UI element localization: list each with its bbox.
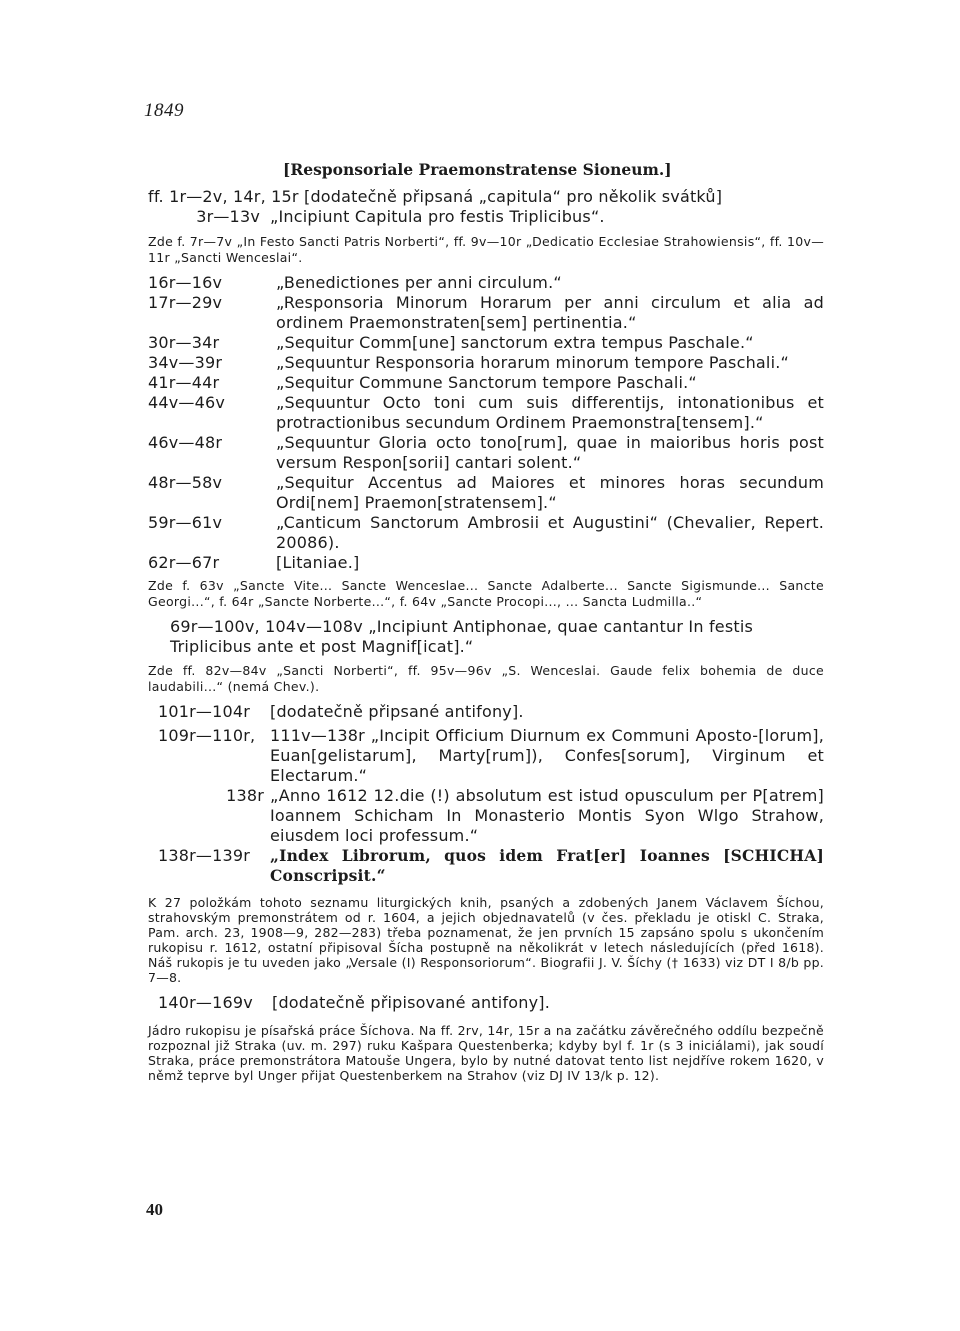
entry-69r [170, 617, 824, 657]
entry-folio: 138r—139r [158, 846, 251, 865]
entry-text: „Sequuntur Responsoria horarum minorum tempore Paschali.“ [276, 353, 789, 372]
entry-folio: 30r—34r [148, 333, 220, 352]
entry-109r [148, 726, 824, 786]
entry-text: „Canticum Sanctorum Ambrosii et Augustini“ (Chevalier, Repert. 20086). [276, 513, 824, 552]
entry-folio: 62r—67r [148, 553, 220, 572]
entry-text: [dodatečně připisované antifony]. [272, 993, 551, 1012]
entry-folio: 44v—46v [148, 393, 226, 412]
entry-folio: 101r—104r [158, 702, 251, 721]
entry-138r [148, 786, 824, 846]
catalog-content [148, 187, 824, 1091]
entry-folio: 109r—110r, [158, 726, 256, 745]
entry-text: „Benedictiones per anni circulum.“ [276, 273, 562, 292]
entry-folio: 41r—44r [148, 373, 220, 392]
entry-34v [148, 353, 824, 373]
entry-text: „Sequitur Commune Sanctorum tempore Paschali.“ [276, 373, 697, 392]
entry-46v [148, 433, 824, 473]
page-header-number: 1849 [144, 100, 184, 121]
entry-16r [148, 273, 824, 293]
entry-41r [148, 373, 824, 393]
entry-text: „Sequitur Accentus ad Maiores et minores horas secundum Ordi[nem] Praemon[stratensem].“ [276, 473, 824, 512]
entry-101r [148, 702, 824, 722]
entry-text: „Anno 1612 12.die (!) absolutum est istud opusculum per P[atrem] Ioannem Schicham In Monasterio Montis Syon Wlgo Strahow, eiusdem loci professum.“ [270, 786, 824, 845]
commentary-paragraph-1: K 27 položkám tohoto seznamu liturgických knih, psaných a zdobených Janem Václavem Šíchou, strahovským premonstrátem od r. 1604, a jejich objednavatelů (v čes. překladu je otiskl C. Straka, Pam. arch. 23, 1908—9, 282—283) třeba poznamenat, že jen prvních 15 zapsáno spolu s ukončením rukopisu r. 1612, ostatní připisoval Šícha postupně na několikrát v letech následujících (před 1618). Náš rukopis je tu uveden jako „Versale (I) Responsoriorum“. Biografii J. V. Šíchy († 1633) viz DT I 8/b pp. 7—8. [148, 895, 824, 985]
entry-138r-index [148, 846, 824, 886]
page-footer-number: 40 [146, 1200, 163, 1219]
entry-text: „Sequuntur Octo toni cum suis differentijs, intonationibus et protractionibus secundum Ordinem Praemonstra[tensem].“ [276, 393, 824, 432]
entry-59r [148, 513, 824, 553]
entry-text: „Responsoria Minorum Horarum per anni circulum et alia ad ordinem Praemonstraten[sem] pertinentia.“ [276, 293, 824, 332]
entry-folio: 34v—39r [148, 353, 223, 372]
entry-3r [148, 207, 824, 227]
entry-text: „Sequitur Comm[une] sanctorum extra tempus Paschale.“ [276, 333, 754, 352]
entry-folio: 3r—13v [196, 207, 260, 226]
entry-text: „Incipiunt Capitula pro festis Triplicibus“. [270, 207, 605, 226]
entry-folio: ff. 1r—2v, 14r, 15r [148, 187, 299, 206]
entry-text: [dodatečně připsaná „capitula“ pro několik svátků] [304, 187, 723, 206]
entry-text: 104v—108v „Incipiunt Antiphonae, quae cantantur In festis Triplicibus ante et post Magnif[icat].“ [170, 617, 754, 656]
section-heading: [Responsoriale Praemonstratense Sioneum.] [283, 160, 672, 179]
note-zde-2: Zde f. 63v „Sancte Vite... Sancte Wenceslae... Sancte Adalberte... Sancte Sigismunde... Sancte Georgi...“, f. 64r „Sancte Norberte...“, f. 64v „Sancte Procopi..., ... Sancta Ludmilla..“ [148, 578, 824, 609]
entry-text: 111v—138r „Incipit Officium Diurnum ex Communi Aposto-[lorum], Euan[gelistarum], Marty[rum]), Confes[sorum], Virginum et Electarum.“ [270, 726, 824, 785]
entry-folio: 46v—48r [148, 433, 223, 452]
entry-folio: 69r—100v, [170, 617, 260, 636]
entry-text: „Index Librorum, quos idem Frat[er] Ioannes [SCHICHA] Conscripsit.“ [270, 846, 824, 885]
entry-44v [148, 393, 824, 433]
entry-folio: 138r [226, 786, 264, 805]
entry-folio: 59r—61v [148, 513, 223, 532]
commentary-paragraph-2: Jádro rukopisu je písařská práce Šíchova. Na ff. 2rv, 14r, 15r a na začátku závěrečného oddílu bezpečně rozpoznal již Straka (uv. m. 297) ruku Kašpara Questenberka; kdyby byl f. 1r (s 3 iniciálami), jak soudí Straka, práce premonstrátora Matouše Ungera, bylo by nutné datovat tento list nejdříve rokem 1620, v němž teprve byl Unger přijat Questenberkem na Strahov (viz DJ IV 13/k p. 12). [148, 1023, 824, 1083]
entry-140r [148, 993, 824, 1013]
entry-folio: 17r—29v [148, 293, 223, 312]
entry-62r [148, 553, 824, 573]
entry-text: [dodatečně připsané antifony]. [270, 702, 524, 721]
entry-17r [148, 293, 824, 333]
entry-text: „Sequuntur Gloria octo tono[rum], quae in maioribus horis post versum Respon[sorii] cantari solent.“ [276, 433, 824, 472]
entry-48r [148, 473, 824, 513]
note-zde-1: Zde f. 7r—7v „In Festo Sancti Patris Norberti“, ff. 9v—10r „Dedicatio Ecclesiae Strahowiensis“, ff. 10v—11r „Sancti Wenceslai“. [148, 234, 824, 265]
entry-text: [Litaniae.] [276, 553, 360, 572]
entry-30r [148, 333, 824, 353]
entry-ff1r [148, 187, 824, 207]
entry-folio: 16r—16v [148, 273, 223, 292]
note-zde-3: Zde ff. 82v—84v „Sancti Norberti“, ff. 95v—96v „S. Wenceslai. Gaude felix bohemia de duce laudabili...“ (nemá Chev.). [148, 663, 824, 694]
entry-folio: 140r—169v [158, 993, 253, 1012]
entry-folio: 48r—58v [148, 473, 223, 492]
